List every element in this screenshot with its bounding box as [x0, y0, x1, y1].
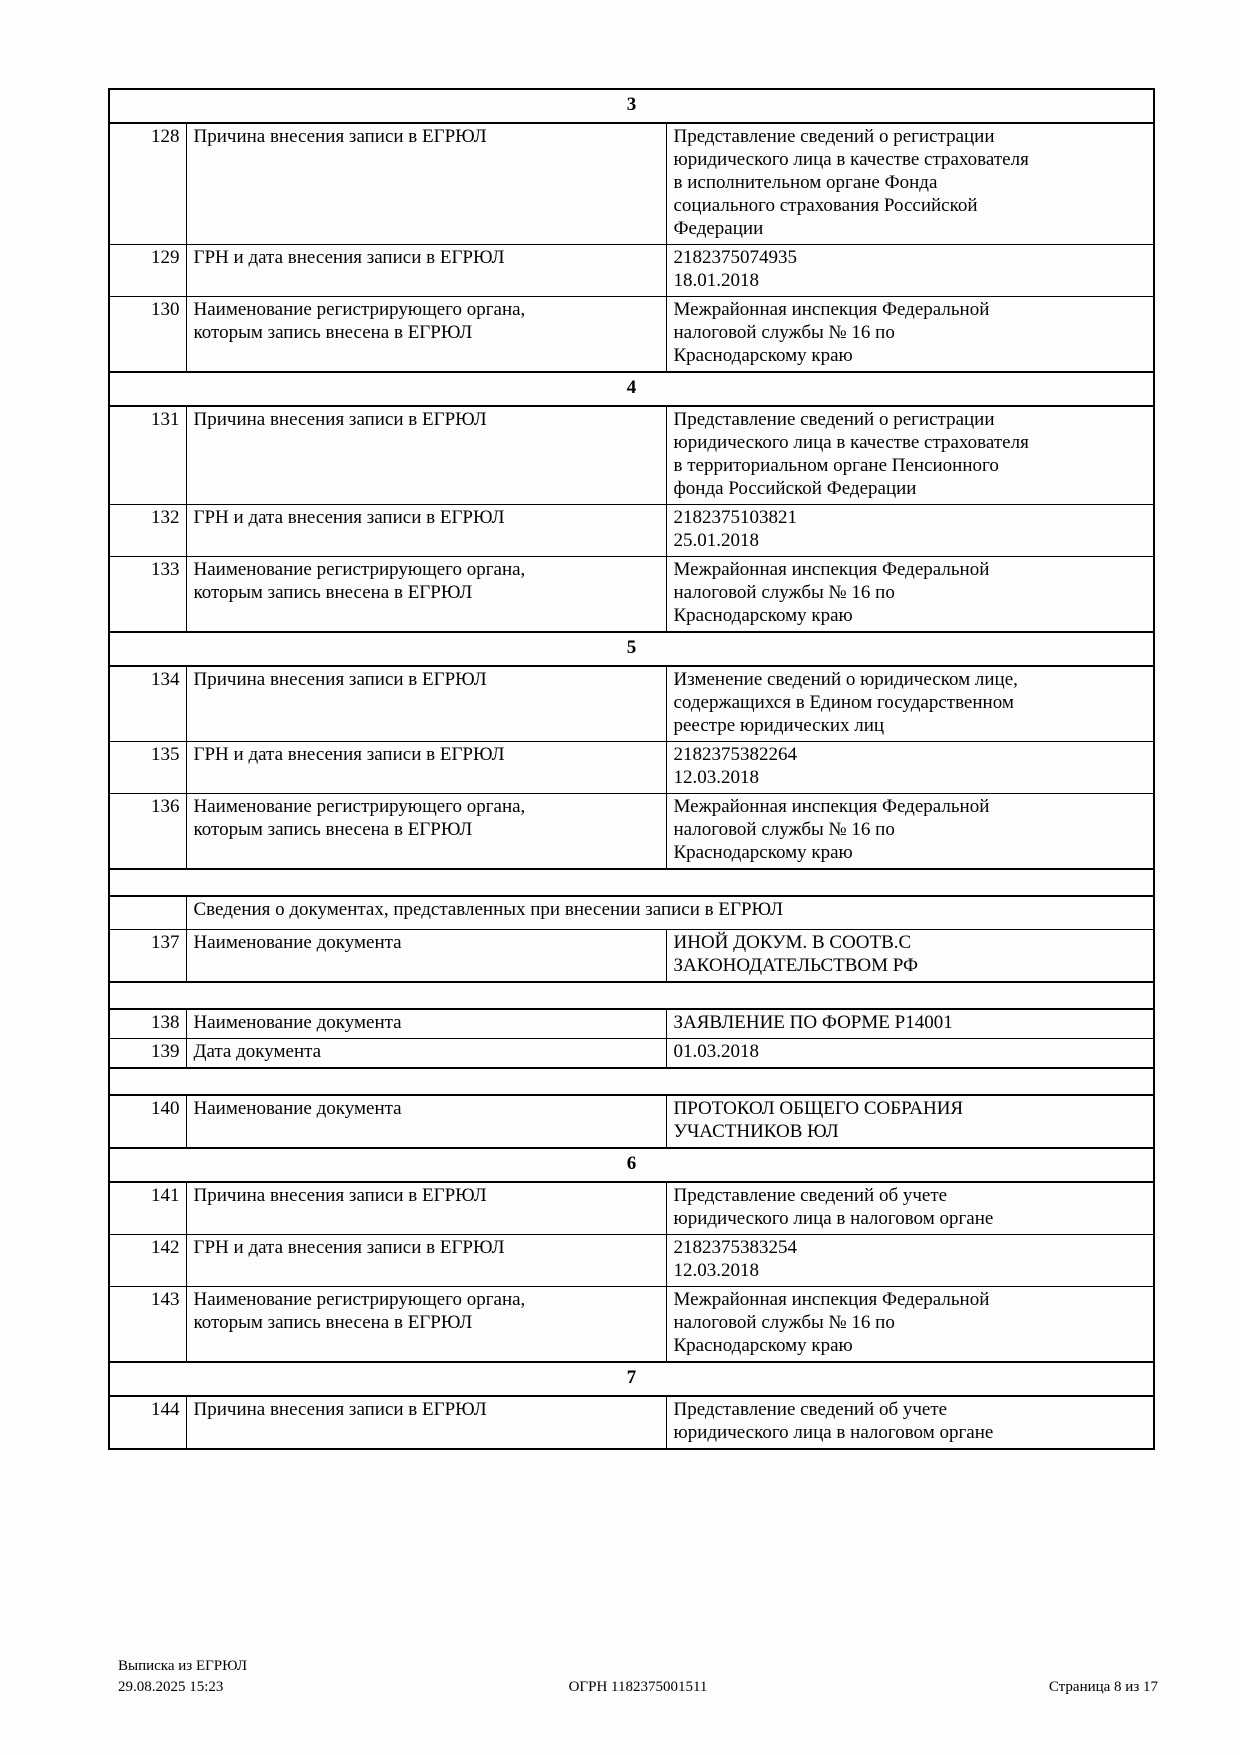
text-line: Причина внесения записи в ЕГРЮЛ: [193, 409, 487, 430]
text-line: Межрайонная инспекция Федеральной: [673, 299, 990, 320]
row-number-cell: 131: [109, 406, 186, 505]
text-line: Причина внесения записи в ЕГРЮЛ: [193, 126, 487, 147]
text-line: 12.03.2018: [673, 1260, 759, 1281]
text-line: 25.01.2018: [673, 530, 759, 551]
text-line: Краснодарскому краю: [673, 842, 853, 863]
text-line: 18.01.2018: [673, 270, 759, 291]
field-label-cell: [186, 297, 666, 373]
text-line: ИНОЙ ДОКУМ. В СООТВ.С: [673, 932, 912, 953]
field-label-cell: [186, 666, 666, 742]
text-line: юридического лица в качестве страхователя: [673, 149, 1029, 170]
field-label-cell: [186, 245, 666, 297]
text-line: в исполнительном органе Фонда: [673, 172, 938, 193]
table-row-subheader: [109, 896, 1154, 930]
field-value-cell: [666, 742, 1154, 794]
text-line: Причина внесения записи в ЕГРЮЛ: [193, 669, 487, 690]
text-line: которым запись внесена в ЕГРЮЛ: [193, 1312, 473, 1333]
text-line: ПРОТОКОЛ ОБЩЕГО СОБРАНИЯ: [673, 1098, 964, 1119]
text-line: ЗАЯВЛЕНИЕ ПО ФОРМЕ Р14001: [673, 1012, 953, 1033]
field-value-cell: [666, 1287, 1154, 1363]
text-line: которым запись внесена в ЕГРЮЛ: [193, 819, 473, 840]
field-value-cell: [666, 557, 1154, 633]
row-number-cell: [109, 896, 186, 930]
text-line: Изменение сведений о юридическом лице,: [673, 669, 1018, 690]
text-line: юридического лица в качестве страхователя: [673, 432, 1029, 453]
footer-left-block: [118, 1656, 465, 1698]
row-number-cell: 141: [109, 1182, 186, 1235]
text-line: фонда Российской Федерации: [673, 478, 917, 499]
text-line: Наименование регистрирующего органа,: [193, 796, 526, 817]
text-line: 12.03.2018: [673, 767, 759, 788]
table-row-130: [109, 297, 1154, 373]
row-number-cell: 134: [109, 666, 186, 742]
row-number-cell: 142: [109, 1235, 186, 1287]
footer-datetime: 29.08.2025 15:23: [118, 1679, 224, 1695]
text-line: реестре юридических лиц: [673, 715, 885, 736]
text-line: Представление сведений о регистрации: [673, 409, 995, 430]
row-number-cell: 136: [109, 794, 186, 870]
field-label-cell: [186, 406, 666, 505]
table-row-section: [109, 1362, 1154, 1396]
field-label-cell: [186, 1396, 666, 1449]
table-row-137: [109, 930, 1154, 983]
egrul-table-body: [109, 89, 1154, 1449]
text-line: Межрайонная инспекция Федеральной: [673, 796, 990, 817]
field-label-cell: [186, 1039, 666, 1069]
field-value-cell: [666, 505, 1154, 557]
field-value-cell: [666, 406, 1154, 505]
table-row-134: [109, 666, 1154, 742]
table-row-136: [109, 794, 1154, 870]
field-value-cell: [666, 930, 1154, 983]
field-value-cell: [666, 1235, 1154, 1287]
field-value-cell: [666, 1396, 1154, 1449]
table-row-140: [109, 1095, 1154, 1148]
field-label-cell: [186, 1182, 666, 1235]
field-label-cell: [186, 930, 666, 983]
text-line: которым запись внесена в ЕГРЮЛ: [193, 322, 473, 343]
table-row-135: [109, 742, 1154, 794]
text-line: содержащихся в Едином государственном: [673, 692, 1014, 713]
table-row-138: [109, 1009, 1154, 1039]
spacer-cell: [109, 869, 1154, 896]
table-row-141: [109, 1182, 1154, 1235]
text-line: 01.03.2018: [673, 1041, 759, 1062]
text-line: УЧАСТНИКОВ ЮЛ: [673, 1121, 839, 1142]
text-line: в территориальном органе Пенсионного: [673, 455, 999, 476]
text-line: Краснодарскому краю: [673, 1335, 853, 1356]
footer-doc-type: Выписка из ЕГРЮЛ: [118, 1658, 247, 1674]
text-line: Представление сведений о регистрации: [673, 126, 995, 147]
field-label-cell: [186, 1287, 666, 1363]
field-value-cell: [666, 794, 1154, 870]
field-label-cell: [186, 794, 666, 870]
row-number-cell: 137: [109, 930, 186, 983]
table-row-section: [109, 372, 1154, 406]
spacer-cell: [109, 1068, 1154, 1095]
field-value-cell: [666, 123, 1154, 245]
text-line: Краснодарскому краю: [673, 345, 853, 366]
text-line: налоговой службы № 16 по: [673, 322, 895, 343]
table-row-spacer: [109, 869, 1154, 896]
text-line: Наименование документа: [193, 932, 402, 953]
field-value-cell: [666, 245, 1154, 297]
section-number-cell: 6: [109, 1148, 1154, 1182]
text-line: Наименование регистрирующего органа,: [193, 1289, 526, 1310]
text-line: 2182375074935: [673, 247, 797, 268]
field-value-cell: [666, 1095, 1154, 1148]
field-label-cell: [186, 1009, 666, 1039]
field-label-cell: [186, 1095, 666, 1148]
footer-page-number: Страница 8 из 17: [1048, 1679, 1159, 1695]
egrul-records-table: [108, 88, 1155, 1450]
section-number-cell: 4: [109, 372, 1154, 406]
footer-ogrn: ОГРН 1182375001511: [568, 1679, 708, 1695]
section-number-cell: 5: [109, 632, 1154, 666]
text-line: Наименование документа: [193, 1098, 402, 1119]
text-line: ГРН и дата внесения записи в ЕГРЮЛ: [193, 744, 505, 765]
row-number-cell: 144: [109, 1396, 186, 1449]
text-line: ГРН и дата внесения записи в ЕГРЮЛ: [193, 1237, 505, 1258]
text-line: Наименование регистрирующего органа,: [193, 299, 526, 320]
table-row-144: [109, 1396, 1154, 1449]
text-line: юридического лица в налоговом органе: [673, 1208, 994, 1229]
row-number-cell: 140: [109, 1095, 186, 1148]
field-label-cell: [186, 557, 666, 633]
row-number-cell: 129: [109, 245, 186, 297]
table-row-spacer: [109, 1068, 1154, 1095]
text-line: 2182375103821: [673, 507, 797, 528]
text-line: ГРН и дата внесения записи в ЕГРЮЛ: [193, 507, 505, 528]
documents-subheader-cell: Сведения о документах, представленных при внесении записи в ЕГРЮЛ: [186, 896, 1154, 930]
text-line: 2182375382264: [673, 744, 797, 765]
table-row-131: [109, 406, 1154, 505]
page-footer: [118, 1656, 1158, 1698]
section-number-cell: 3: [109, 89, 1154, 123]
field-value-cell: [666, 1182, 1154, 1235]
row-number-cell: 130: [109, 297, 186, 373]
text-line: Представление сведений об учете: [673, 1399, 948, 1420]
text-line: Причина внесения записи в ЕГРЮЛ: [193, 1399, 487, 1420]
text-line: Краснодарскому краю: [673, 605, 853, 626]
text-line: Дата документа: [193, 1041, 322, 1062]
text-line: которым запись внесена в ЕГРЮЛ: [193, 582, 473, 603]
table-row-142: [109, 1235, 1154, 1287]
text-line: Федерации: [673, 218, 764, 239]
section-number-cell: 7: [109, 1362, 1154, 1396]
row-number-cell: 143: [109, 1287, 186, 1363]
row-number-cell: 132: [109, 505, 186, 557]
text-line: налоговой службы № 16 по: [673, 819, 895, 840]
text-line: юридического лица в налоговом органе: [673, 1422, 994, 1443]
table-row-133: [109, 557, 1154, 633]
text-line: ЗАКОНОДАТЕЛЬСТВОМ РФ: [673, 955, 919, 976]
table-row-139: [109, 1039, 1154, 1069]
field-value-cell: [666, 666, 1154, 742]
table-row-section: [109, 89, 1154, 123]
row-number-cell: 138: [109, 1009, 186, 1039]
table-row-143: [109, 1287, 1154, 1363]
field-value-cell: [666, 297, 1154, 373]
field-label-cell: [186, 505, 666, 557]
text-line: социального страхования Российской: [673, 195, 978, 216]
text-line: 2182375383254: [673, 1237, 797, 1258]
text-line: Наименование документа: [193, 1012, 402, 1033]
text-line: Межрайонная инспекция Федеральной: [673, 559, 990, 580]
text-line: Представление сведений об учете: [673, 1185, 948, 1206]
text-line: ГРН и дата внесения записи в ЕГРЮЛ: [193, 247, 505, 268]
text-line: Межрайонная инспекция Федеральной: [673, 1289, 990, 1310]
field-value-cell: [666, 1039, 1154, 1069]
row-number-cell: 128: [109, 123, 186, 245]
text-line: налоговой службы № 16 по: [673, 582, 895, 603]
table-row-128: [109, 123, 1154, 245]
table-row-section: [109, 632, 1154, 666]
text-line: Причина внесения записи в ЕГРЮЛ: [193, 1185, 487, 1206]
row-number-cell: 133: [109, 557, 186, 633]
row-number-cell: 139: [109, 1039, 186, 1069]
table-row-spacer: [109, 982, 1154, 1009]
field-label-cell: [186, 123, 666, 245]
table-row-132: [109, 505, 1154, 557]
field-value-cell: [666, 1009, 1154, 1039]
spacer-cell: [109, 982, 1154, 1009]
table-row-129: [109, 245, 1154, 297]
row-number-cell: 135: [109, 742, 186, 794]
table-row-section: [109, 1148, 1154, 1182]
field-label-cell: [186, 1235, 666, 1287]
text-line: налоговой службы № 16 по: [673, 1312, 895, 1333]
text-line: Наименование регистрирующего органа,: [193, 559, 526, 580]
field-label-cell: [186, 742, 666, 794]
